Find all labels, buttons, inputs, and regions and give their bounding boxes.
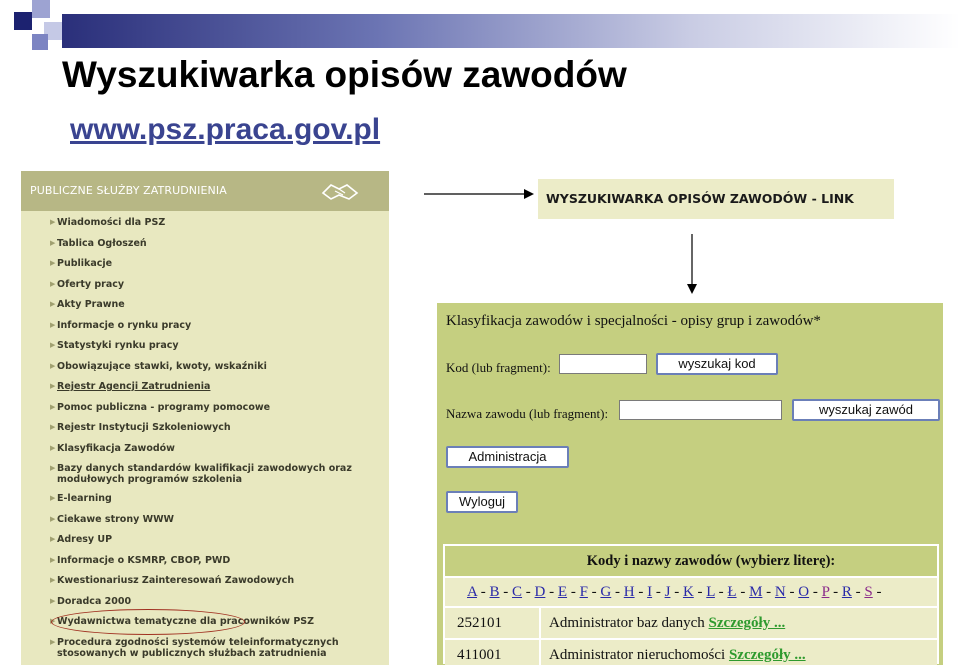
bullet-arrow-icon: ▶ — [50, 279, 56, 288]
letter-link[interactable]: B — [489, 584, 500, 600]
letter-link[interactable]: O — [798, 584, 810, 600]
bullet-arrow-icon: ▶ — [50, 637, 56, 646]
bullet-arrow-icon: ▶ — [50, 238, 56, 247]
highlight-ellipse — [51, 609, 245, 635]
sidebar-item-label: Informacje o KSMRP, CBOP, PWD — [57, 554, 231, 566]
sidebar-item[interactable] — [21, 443, 389, 454]
letter-separator: - — [785, 584, 799, 600]
bullet-arrow-icon: ▶ — [50, 300, 56, 308]
letter-separator: - — [545, 584, 558, 600]
bullet-arrow-icon: ▶ — [50, 596, 56, 605]
letter-separator: - — [809, 584, 822, 600]
classification-panel — [433, 297, 943, 665]
bullet-arrow-icon: ▶ — [50, 464, 56, 472]
bullet-arrow-icon: ▶ — [50, 617, 56, 625]
column-divider — [539, 608, 541, 638]
decorative-square — [32, 34, 48, 50]
bullet-arrow-icon: ▶ — [50, 535, 56, 543]
sidebar-item[interactable] — [21, 258, 389, 269]
bullet-arrow-icon: ▶ — [50, 514, 56, 523]
bullet-arrow-icon: ▶ — [50, 576, 56, 584]
sidebar-item-label: Obowiązujące stawki, kwoty, wskaźniki — [57, 360, 267, 372]
letter-separator: - — [714, 584, 728, 600]
sidebar-header — [21, 171, 389, 211]
letter-separator: - — [829, 584, 842, 600]
occupation-code: 252101 — [457, 615, 502, 631]
letter-link[interactable]: F — [579, 584, 588, 600]
sidebar-item-label: Wydawnictwa tematyczne dla pracowników PSZ — [57, 616, 315, 627]
bullet-arrow-icon: ▶ — [50, 494, 56, 502]
sidebar-item[interactable] — [21, 361, 389, 372]
letter-link[interactable]: M — [749, 584, 763, 600]
column-divider — [539, 640, 541, 665]
letter-separator: - — [522, 584, 535, 600]
sidebar-item-label: Bazy danych standardów kwalifikacji zawodowych oraz modułowych programów szkolenia — [57, 463, 352, 485]
name-label: Nazwa zawodu (lub fragment): — [446, 406, 609, 421]
sidebar-item[interactable] — [21, 463, 389, 485]
decorative-header-bar — [0, 0, 960, 46]
sidebar-item-label: Procedura zgodności systemów teleinformatycznych stosowanych w publicznych służbach zatrudnienia — [57, 636, 339, 659]
letter-separator: - — [587, 584, 601, 600]
letter-link[interactable]: N — [774, 584, 786, 600]
sidebar-item[interactable] — [21, 534, 389, 545]
letter-link[interactable]: Ł — [727, 584, 737, 600]
sidebar-item[interactable] — [21, 238, 389, 249]
search-link-banner[interactable]: WYSZUKIWARKA OPISÓW ZAWODÓW - LINK — [538, 179, 894, 219]
table-row — [445, 640, 937, 665]
occupation-name: Administrator nieruchomości — [549, 647, 726, 663]
letter-separator: - — [477, 584, 490, 600]
sidebar-item[interactable] — [21, 493, 389, 504]
sidebar-item[interactable] — [21, 596, 389, 607]
panel-title: Klasyfikacja zawodów i specjalności - opisy grup i zawodów* — [446, 313, 821, 329]
sidebar-item-label: Publikacje — [57, 258, 113, 269]
right-arrow-icon — [424, 186, 534, 202]
letter-link[interactable]: K — [682, 584, 694, 600]
sidebar-item[interactable] — [21, 637, 389, 659]
letter-link[interactable]: D — [534, 584, 546, 600]
decorative-square — [32, 0, 50, 18]
letter-separator: - — [670, 584, 683, 600]
sidebar-item[interactable] — [21, 217, 389, 228]
code-label: Kod (lub fragment): — [446, 360, 551, 375]
sidebar-item-label: E-learning — [57, 493, 112, 504]
code-rows — [443, 608, 939, 665]
sidebar-item[interactable] — [21, 402, 389, 413]
sidebar-item-label: Akty Prawne — [57, 299, 125, 310]
letter-separator: - — [499, 584, 513, 600]
letter-link[interactable]: S — [864, 584, 873, 600]
table-row — [445, 608, 937, 638]
bullet-arrow-icon: ▶ — [50, 382, 56, 390]
letter-link[interactable]: P — [821, 584, 830, 600]
sidebar-item-label: Ciekawe strony WWW — [57, 513, 175, 525]
down-arrow-icon — [684, 234, 700, 294]
sidebar-item-label: Adresy UP — [57, 534, 113, 545]
sidebar-item[interactable] — [21, 320, 389, 331]
psz-sidebar — [21, 171, 389, 665]
occupation-name-cell — [549, 608, 785, 638]
sidebar-item-label: Statystyki rynku pracy — [57, 340, 179, 351]
decorative-square — [14, 12, 32, 30]
bullet-arrow-icon: ▶ — [50, 402, 56, 411]
code-input[interactable] — [559, 354, 647, 374]
letter-index — [445, 578, 937, 606]
sidebar-item[interactable] — [21, 279, 389, 290]
letter-link[interactable]: A — [467, 584, 478, 600]
handshake-icon — [321, 181, 359, 201]
letter-link[interactable]: R — [841, 584, 852, 600]
sidebar-header-label: PUBLICZNE SŁUŻBY ZATRUDNIENIA — [30, 184, 227, 197]
letter-link[interactable]: L — [706, 584, 715, 600]
bullet-arrow-icon: ▶ — [50, 341, 56, 349]
sidebar-menu — [21, 211, 389, 659]
sidebar-item[interactable] — [21, 575, 389, 586]
administration-button[interactable]: Administracja — [446, 446, 569, 468]
sidebar-item-label: Klasyfikacja Zawodów — [57, 442, 175, 454]
letter-separator: - — [652, 584, 665, 600]
gradient-strip — [62, 14, 960, 48]
letter-separator: - — [851, 584, 865, 600]
sidebar-item-label: Pomoc publiczna - programy pomocowe — [57, 401, 271, 413]
sidebar-item[interactable] — [21, 514, 389, 525]
occupation-code: 411001 — [457, 647, 502, 663]
bullet-arrow-icon: ▶ — [50, 423, 56, 431]
occupation-name: Administrator baz danych — [549, 615, 705, 631]
bullet-arrow-icon: ▶ — [50, 361, 56, 370]
search-occupation-button[interactable]: wyszukaj zawód — [792, 399, 940, 421]
sidebar-item-label: Rejestr Instytucji Szkoleniowych — [57, 422, 231, 433]
slide-title: Wyszukiwarka opisów zawodów — [62, 54, 627, 95]
bullet-arrow-icon: ▶ — [50, 555, 56, 564]
sidebar-item-label: Informacje o rynku pracy — [57, 319, 192, 331]
sidebar-item-label: Tablica Ogłoszeń — [57, 237, 147, 249]
bullet-arrow-icon: ▶ — [50, 320, 56, 329]
letter-link[interactable]: J — [664, 584, 671, 600]
letter-separator: - — [872, 584, 882, 600]
bullet-arrow-icon: ▶ — [50, 218, 56, 226]
sidebar-item[interactable] — [21, 555, 389, 566]
sidebar-item-label: Rejestr Agencji Zatrudnienia — [57, 381, 211, 392]
search-code-button[interactable]: wyszukaj kod — [656, 353, 778, 375]
letter-separator: - — [567, 584, 580, 600]
sidebar-item-label: Wiadomości dla PSZ — [57, 217, 166, 228]
sidebar-item[interactable] — [21, 422, 389, 433]
sidebar-item-label: Kwestionariusz Zainteresowań Zawodowych — [57, 575, 295, 586]
occupation-name-cell — [549, 640, 806, 665]
sidebar-item[interactable] — [21, 299, 389, 310]
name-input[interactable] — [619, 400, 782, 420]
letter-link[interactable]: I — [647, 584, 653, 600]
letter-link[interactable]: C — [512, 584, 523, 600]
bullet-arrow-icon: ▶ — [50, 259, 56, 267]
details-link[interactable]: Szczegóły ... — [728, 647, 806, 663]
details-link[interactable]: Szczegóły ... — [708, 615, 786, 631]
sidebar-item[interactable] — [21, 340, 389, 351]
logout-button[interactable]: Wyloguj — [446, 491, 518, 513]
occupation-codes-table — [443, 544, 939, 664]
site-link[interactable]: www.psz.praca.gov.pl — [70, 113, 381, 146]
table-caption: Kody i nazwy zawodów (wybierz literę): — [445, 546, 937, 576]
letter-separator: - — [762, 584, 775, 600]
letter-link[interactable]: H — [623, 584, 635, 600]
letter-link[interactable]: G — [600, 584, 612, 600]
letter-separator: - — [736, 584, 750, 600]
sidebar-item-label: Oferty pracy — [57, 278, 125, 290]
bullet-arrow-icon: ▶ — [50, 443, 56, 452]
letter-separator: - — [634, 584, 648, 600]
letter-link[interactable]: E — [557, 584, 568, 600]
sidebar-item-label: Doradca 2000 — [57, 595, 132, 607]
sidebar-item[interactable] — [21, 381, 389, 392]
letter-separator: - — [693, 584, 707, 600]
letter-separator: - — [611, 584, 624, 600]
